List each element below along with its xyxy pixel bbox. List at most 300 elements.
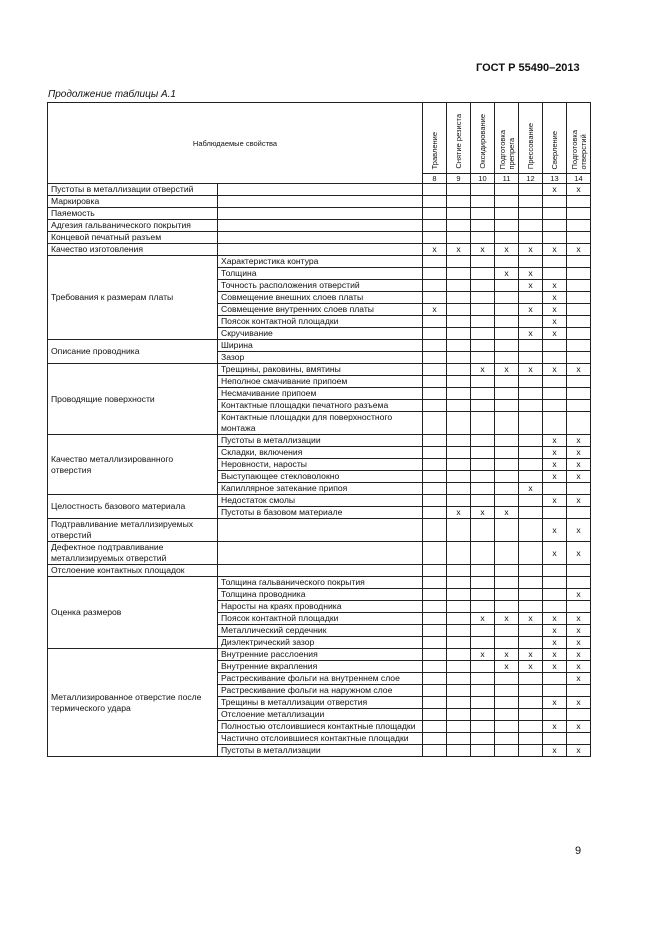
mark-cell xyxy=(495,412,519,435)
mark-cell xyxy=(447,280,471,292)
mark-cell xyxy=(519,637,543,649)
table-row xyxy=(48,232,591,244)
mark-cell xyxy=(567,601,591,613)
mark-cell: x xyxy=(423,304,447,316)
mark-cell: x xyxy=(471,507,495,519)
mark-cell xyxy=(495,459,519,471)
mark-cell xyxy=(447,625,471,637)
mark-cell xyxy=(567,316,591,328)
mark-cell xyxy=(495,435,519,447)
mark-cell xyxy=(495,565,519,577)
mark-cell xyxy=(423,208,447,220)
mark-cell: x xyxy=(495,507,519,519)
subproperty-cell xyxy=(218,519,423,542)
table-row xyxy=(48,220,591,232)
document-id: ГОСТ Р 55490–2013 xyxy=(476,62,580,74)
mark-cell: x xyxy=(567,519,591,542)
subproperty-label: Растрескивание фольги на наружном слое xyxy=(218,685,423,697)
mark-cell xyxy=(447,364,471,376)
mark-cell xyxy=(447,649,471,661)
mark-cell xyxy=(471,376,495,388)
mark-cell: x xyxy=(495,649,519,661)
mark-cell xyxy=(447,316,471,328)
subproperty-label: Контактные площадки для поверхностного монтажа xyxy=(218,412,423,435)
mark-cell xyxy=(447,613,471,625)
mark-cell xyxy=(423,328,447,340)
mark-cell: x xyxy=(543,447,567,459)
mark-cell xyxy=(423,459,447,471)
mark-cell: x xyxy=(519,304,543,316)
subproperty-label: Полностью отслоившиеся контактные площадки xyxy=(218,721,423,733)
column-number: 8 xyxy=(423,174,447,184)
property-label: Паяемость xyxy=(48,208,218,220)
mark-cell xyxy=(423,709,447,721)
mark-cell xyxy=(423,542,447,565)
mark-cell: x xyxy=(423,244,447,256)
mark-cell xyxy=(447,435,471,447)
mark-cell xyxy=(447,400,471,412)
mark-cell xyxy=(447,184,471,196)
mark-cell: x xyxy=(567,471,591,483)
mark-cell xyxy=(423,316,447,328)
mark-cell xyxy=(543,220,567,232)
mark-cell xyxy=(423,745,447,757)
mark-cell: x xyxy=(567,661,591,673)
mark-cell xyxy=(447,673,471,685)
mark-cell xyxy=(447,601,471,613)
mark-cell xyxy=(423,673,447,685)
mark-cell xyxy=(495,721,519,733)
mark-cell xyxy=(447,268,471,280)
mark-cell xyxy=(471,232,495,244)
mark-cell xyxy=(447,471,471,483)
mark-cell xyxy=(567,268,591,280)
mark-cell xyxy=(495,483,519,495)
mark-cell xyxy=(495,280,519,292)
mark-cell xyxy=(519,673,543,685)
mark-cell xyxy=(543,685,567,697)
mark-cell xyxy=(519,745,543,757)
mark-cell xyxy=(423,268,447,280)
mark-cell xyxy=(567,483,591,495)
mark-cell xyxy=(423,471,447,483)
mark-cell xyxy=(447,459,471,471)
subproperty-label: Толщина xyxy=(218,268,423,280)
mark-cell xyxy=(447,388,471,400)
mark-cell: x xyxy=(471,364,495,376)
subproperty-label: Внутренние расслоения xyxy=(218,649,423,661)
mark-cell xyxy=(543,268,567,280)
mark-cell: x xyxy=(567,721,591,733)
subproperty-cell xyxy=(218,208,423,220)
mark-cell xyxy=(471,256,495,268)
mark-cell: x xyxy=(543,625,567,637)
mark-cell xyxy=(471,196,495,208)
subproperty-label: Пустоты в базовом материале xyxy=(218,507,423,519)
mark-cell: x xyxy=(519,649,543,661)
mark-cell xyxy=(519,376,543,388)
mark-cell xyxy=(471,685,495,697)
mark-cell xyxy=(519,220,543,232)
mark-cell xyxy=(471,565,495,577)
mark-cell xyxy=(567,412,591,435)
mark-cell: x xyxy=(543,649,567,661)
mark-cell xyxy=(471,673,495,685)
subproperty-label: Точность расположения отверстий xyxy=(218,280,423,292)
mark-cell xyxy=(495,519,519,542)
mark-cell xyxy=(543,577,567,589)
mark-cell xyxy=(495,352,519,364)
mark-cell xyxy=(471,435,495,447)
table-row xyxy=(48,649,591,661)
mark-cell: x xyxy=(567,649,591,661)
mark-cell xyxy=(567,208,591,220)
subproperty-label: Поясок контактной площадки xyxy=(218,613,423,625)
table-row xyxy=(48,435,591,447)
mark-cell xyxy=(423,196,447,208)
mark-cell: x xyxy=(519,268,543,280)
mark-cell xyxy=(423,184,447,196)
mark-cell: x xyxy=(543,745,567,757)
mark-cell xyxy=(519,601,543,613)
subproperty-label: Поясок контактной площадки xyxy=(218,316,423,328)
mark-cell: x xyxy=(543,328,567,340)
mark-cell xyxy=(543,601,567,613)
mark-cell xyxy=(471,304,495,316)
column-title: Подготовка отверстий xyxy=(569,129,588,169)
mark-cell xyxy=(423,364,447,376)
mark-cell xyxy=(495,601,519,613)
mark-cell xyxy=(471,483,495,495)
mark-cell xyxy=(567,388,591,400)
mark-cell: x xyxy=(567,637,591,649)
mark-cell xyxy=(495,184,519,196)
column-title: Подготовка препрега xyxy=(497,129,516,169)
subproperty-cell xyxy=(218,196,423,208)
mark-cell xyxy=(543,388,567,400)
mark-cell: x xyxy=(495,661,519,673)
mark-cell xyxy=(471,721,495,733)
mark-cell xyxy=(471,400,495,412)
mark-cell xyxy=(471,589,495,601)
subproperty-label: Толщина гальванического покрытия xyxy=(218,577,423,589)
page-number: 9 xyxy=(575,845,582,857)
mark-cell xyxy=(447,340,471,352)
mark-cell xyxy=(543,256,567,268)
mark-cell xyxy=(495,589,519,601)
mark-cell xyxy=(471,208,495,220)
mark-cell xyxy=(543,208,567,220)
mark-cell xyxy=(471,519,495,542)
column-header-9 xyxy=(447,103,471,174)
table-continuation-caption: Продолжение таблицы А.1 xyxy=(48,89,176,100)
subproperty-label: Трещины в металлизации отверстия xyxy=(218,697,423,709)
subproperty-label: Пустоты в металлизации xyxy=(218,435,423,447)
mark-cell xyxy=(423,412,447,435)
mark-cell xyxy=(471,184,495,196)
mark-cell xyxy=(567,685,591,697)
mark-cell xyxy=(423,565,447,577)
mark-cell xyxy=(543,196,567,208)
property-group-label: Проводящие поверхности xyxy=(48,364,218,435)
mark-cell xyxy=(447,589,471,601)
mark-cell: x xyxy=(519,661,543,673)
mark-cell xyxy=(519,589,543,601)
mark-cell xyxy=(519,495,543,507)
mark-cell xyxy=(495,709,519,721)
column-number: 11 xyxy=(495,174,519,184)
mark-cell xyxy=(471,625,495,637)
subproperty-cell xyxy=(218,244,423,256)
mark-cell xyxy=(495,196,519,208)
mark-cell xyxy=(519,208,543,220)
property-group-label: Требования к размерам платы xyxy=(48,256,218,340)
column-number: 14 xyxy=(567,174,591,184)
mark-cell xyxy=(423,625,447,637)
column-header-14 xyxy=(567,103,591,174)
mark-cell xyxy=(423,220,447,232)
mark-cell: x xyxy=(567,673,591,685)
mark-cell: x xyxy=(543,495,567,507)
mark-cell xyxy=(447,733,471,745)
mark-cell: x xyxy=(543,661,567,673)
subproperty-label: Растрескивание фольги на внутреннем слое xyxy=(218,673,423,685)
mark-cell: x xyxy=(519,613,543,625)
mark-cell: x xyxy=(543,459,567,471)
mark-cell xyxy=(423,376,447,388)
table-row xyxy=(48,364,591,376)
mark-cell xyxy=(423,232,447,244)
column-number: 12 xyxy=(519,174,543,184)
column-title: Травление xyxy=(430,131,440,169)
mark-cell xyxy=(471,340,495,352)
property-label: Маркировка xyxy=(48,196,218,208)
mark-cell xyxy=(495,208,519,220)
subproperty-label: Складки, включения xyxy=(218,447,423,459)
mark-cell xyxy=(447,352,471,364)
mark-cell xyxy=(495,400,519,412)
subproperty-label: Зазор xyxy=(218,352,423,364)
mark-cell xyxy=(495,471,519,483)
mark-cell xyxy=(567,709,591,721)
mark-cell xyxy=(567,733,591,745)
mark-cell xyxy=(543,232,567,244)
mark-cell xyxy=(495,304,519,316)
mark-cell xyxy=(519,565,543,577)
mark-cell xyxy=(519,625,543,637)
mark-cell xyxy=(447,412,471,435)
mark-cell xyxy=(567,376,591,388)
mark-cell xyxy=(567,352,591,364)
mark-cell xyxy=(447,304,471,316)
mark-cell xyxy=(447,745,471,757)
mark-cell: x xyxy=(543,364,567,376)
mark-cell: x xyxy=(567,435,591,447)
mark-cell: x xyxy=(543,184,567,196)
property-label: Отслоение контактных площадок xyxy=(48,565,218,577)
mark-cell: x xyxy=(567,447,591,459)
mark-cell: x xyxy=(471,613,495,625)
property-group-label: Металлизированное отверстие после термического удара xyxy=(48,649,218,757)
mark-cell: x xyxy=(543,304,567,316)
mark-cell xyxy=(567,340,591,352)
subproperty-cell xyxy=(218,565,423,577)
mark-cell xyxy=(423,519,447,542)
mark-cell xyxy=(447,447,471,459)
subproperty-label: Несмачивание припоем xyxy=(218,388,423,400)
mark-cell xyxy=(447,220,471,232)
mark-cell xyxy=(543,673,567,685)
mark-cell xyxy=(543,589,567,601)
subproperty-label: Неполное смачивание припоем xyxy=(218,376,423,388)
mark-cell xyxy=(423,577,447,589)
subproperty-label: Совмещение внешних слоев платы xyxy=(218,292,423,304)
mark-cell: x xyxy=(471,649,495,661)
mark-cell: x xyxy=(567,625,591,637)
mark-cell xyxy=(423,589,447,601)
mark-cell xyxy=(471,733,495,745)
mark-cell xyxy=(423,400,447,412)
mark-cell: x xyxy=(543,471,567,483)
mark-cell xyxy=(423,637,447,649)
subproperty-label: Выступающее стекловолокно xyxy=(218,471,423,483)
subproperty-label: Совмещение внутренних слоев платы xyxy=(218,304,423,316)
mark-cell xyxy=(423,483,447,495)
mark-cell xyxy=(567,196,591,208)
mark-cell xyxy=(423,613,447,625)
mark-cell xyxy=(543,733,567,745)
mark-cell xyxy=(423,601,447,613)
mark-cell xyxy=(495,388,519,400)
mark-cell xyxy=(519,577,543,589)
mark-cell xyxy=(471,661,495,673)
subproperty-label: Частично отслоившиеся контактные площадки xyxy=(218,733,423,745)
subproperty-label: Металлический сердечник xyxy=(218,625,423,637)
mark-cell xyxy=(495,447,519,459)
mark-cell xyxy=(567,328,591,340)
mark-cell xyxy=(495,232,519,244)
mark-cell xyxy=(519,352,543,364)
mark-cell xyxy=(567,256,591,268)
mark-cell xyxy=(519,709,543,721)
table-row xyxy=(48,519,591,542)
mark-cell xyxy=(423,685,447,697)
mark-cell: x xyxy=(567,364,591,376)
mark-cell xyxy=(519,435,543,447)
mark-cell xyxy=(447,709,471,721)
mark-cell: x xyxy=(567,697,591,709)
table-row xyxy=(48,565,591,577)
mark-cell xyxy=(447,637,471,649)
mark-cell xyxy=(519,685,543,697)
mark-cell xyxy=(495,220,519,232)
mark-cell xyxy=(543,709,567,721)
mark-cell: x xyxy=(543,292,567,304)
column-header-8 xyxy=(423,103,447,174)
mark-cell xyxy=(471,495,495,507)
column-number: 9 xyxy=(447,174,471,184)
mark-cell xyxy=(471,268,495,280)
mark-cell xyxy=(543,400,567,412)
mark-cell xyxy=(567,292,591,304)
property-group-label: Оценка размеров xyxy=(48,577,218,649)
table-row xyxy=(48,244,591,256)
property-label: Качество изготовления xyxy=(48,244,218,256)
mark-cell: x xyxy=(495,244,519,256)
mark-cell xyxy=(519,697,543,709)
mark-cell xyxy=(423,292,447,304)
mark-cell xyxy=(567,280,591,292)
mark-cell xyxy=(423,697,447,709)
observed-properties-header: Наблюдаемые свойства xyxy=(48,103,423,184)
mark-cell xyxy=(471,709,495,721)
mark-cell xyxy=(447,721,471,733)
subproperty-label: Недостаток смолы xyxy=(218,495,423,507)
mark-cell xyxy=(519,412,543,435)
mark-cell xyxy=(495,745,519,757)
mark-cell: x xyxy=(543,697,567,709)
mark-cell xyxy=(495,340,519,352)
mark-cell xyxy=(495,697,519,709)
mark-cell xyxy=(471,412,495,435)
mark-cell xyxy=(447,256,471,268)
mark-cell: x xyxy=(567,495,591,507)
mark-cell: x xyxy=(519,244,543,256)
mark-cell xyxy=(471,471,495,483)
mark-cell: x xyxy=(543,721,567,733)
table-row xyxy=(48,542,591,565)
mark-cell xyxy=(495,542,519,565)
mark-cell xyxy=(567,232,591,244)
mark-cell xyxy=(519,471,543,483)
column-number: 10 xyxy=(471,174,495,184)
mark-cell xyxy=(543,565,567,577)
mark-cell xyxy=(447,196,471,208)
mark-cell xyxy=(471,447,495,459)
mark-cell xyxy=(495,577,519,589)
property-label: Пустоты в металлизации отверстий xyxy=(48,184,218,196)
mark-cell xyxy=(519,459,543,471)
mark-cell xyxy=(471,601,495,613)
mark-cell xyxy=(495,256,519,268)
mark-cell xyxy=(447,292,471,304)
mark-cell xyxy=(495,316,519,328)
mark-cell xyxy=(447,565,471,577)
mark-cell: x xyxy=(447,507,471,519)
mark-cell xyxy=(495,376,519,388)
mark-cell xyxy=(495,625,519,637)
subproperty-cell xyxy=(218,542,423,565)
mark-cell: x xyxy=(543,244,567,256)
table-row xyxy=(48,208,591,220)
mark-cell: x xyxy=(543,435,567,447)
column-title: Снятие резиста xyxy=(454,114,464,169)
mark-cell xyxy=(423,649,447,661)
subproperty-label: Пустоты в металлизации xyxy=(218,745,423,757)
mark-cell: x xyxy=(543,280,567,292)
column-title: Сверление xyxy=(550,130,560,169)
mark-cell xyxy=(471,542,495,565)
mark-cell xyxy=(567,565,591,577)
mark-cell: x xyxy=(567,184,591,196)
mark-cell xyxy=(495,637,519,649)
mark-cell xyxy=(423,256,447,268)
mark-cell xyxy=(495,328,519,340)
mark-cell xyxy=(495,292,519,304)
column-header-10 xyxy=(471,103,495,174)
table-row xyxy=(48,495,591,507)
mark-cell xyxy=(471,697,495,709)
